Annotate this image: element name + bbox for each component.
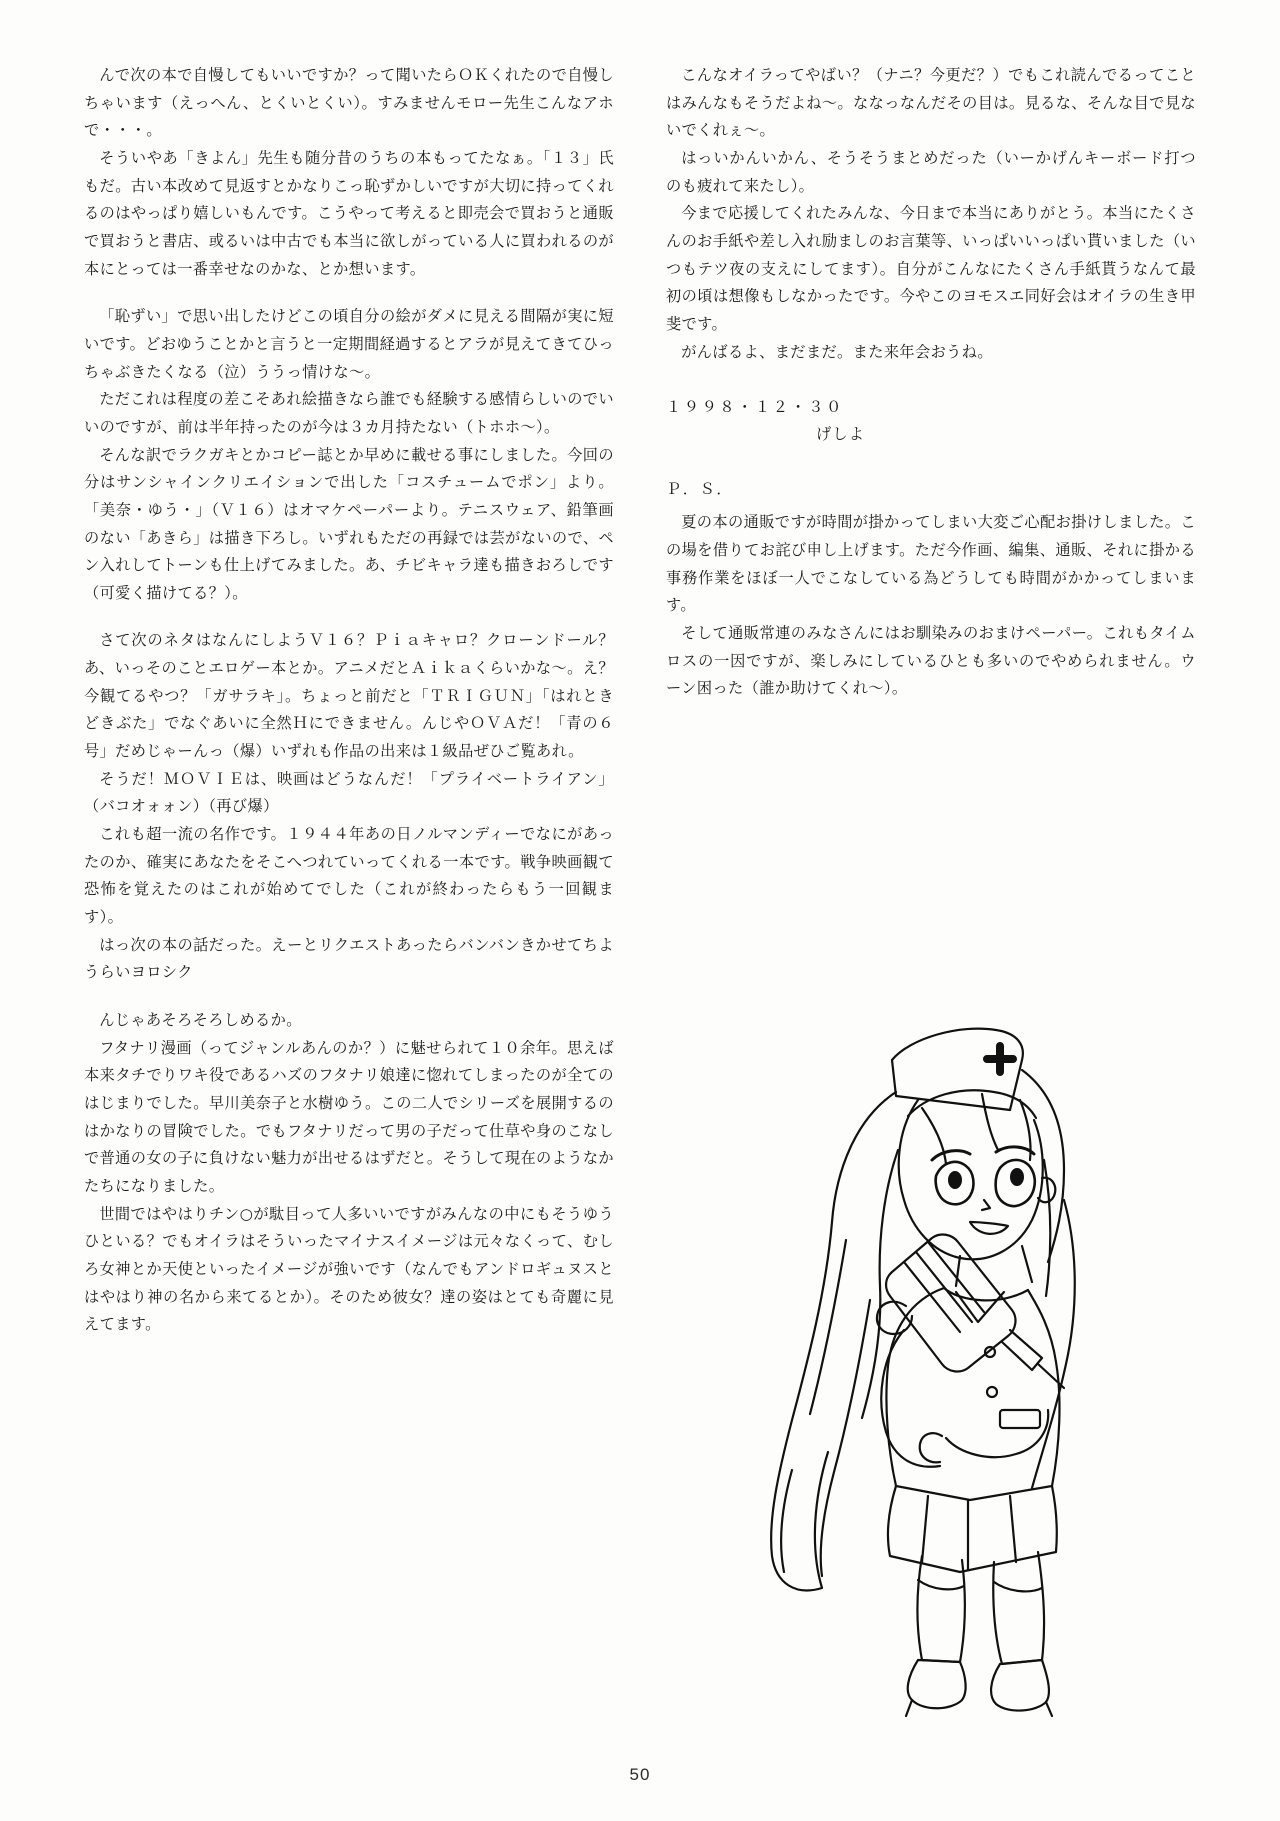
paragraph: さて次のネタはなんにしようＶ１６？Ｐｉａキャロ？クローンドール？あ、いっそのことエロゲー本とか。アニメだとＡｉｋａくらいかな〜。え？今観てるやつ？「ガサラキ」。ちょっと前だと「ＴＲＩＧＵＮ」「はれときどきぶた」でなぐあいに全然Ｈにできません。んじやＯＶＡだ！「青の６号」だめじゃーんっ（爆）いずれも作品の出来は１級品ぜひご覧あれ。 [84, 631, 614, 761]
paragraph: そういやあ「きよん」先生も随分昔のうちの本もってたなぁ。「１３」氏もだ。古い本改めて見返すとかなりこっ恥ずかしいですが大切に持ってくれるのはやっぱり嬉しいもんです。こうやって考えると即売会で買おうと通販で買おうと書店、或るいは中古でも本当に欲しがっている人に買われるのが本にとっては一番幸せなのかな、とか想います。 [84, 148, 614, 278]
nurse-chibi-illustration [660, 1000, 1220, 1740]
signature: げしよ [816, 425, 866, 444]
paragraph: 世間ではやはりチン○が駄目って人多いいですがみんなの中にもそうゆうひといる？でもオイラはそういったマイナスイメージは元々なくって、むしろ女神とか天使といったイメージが強いです（なんでもアンドロギュヌスとはやはり神の名から来てるとか）。そのため彼女？達の姿はとても奇麗に見えてます。 [84, 1204, 614, 1334]
paragraph: んで次の本で自慢してもいいですか？って聞いたらＯＫくれたので自慢しちゃいます（えっへん、とくいとくい）。すみませんモロー先生こんなアホで・・・。 [84, 66, 614, 140]
paragraph: これも超一流の名作です。１９４４年あの日ノルマンディーでなにがあったのか、確実にあなたをそこへつれていってくれる一本です。戦争映画観て恐怖を覚えたのはこれが始めてでした（これが終わったらもう一回観ます）。 [84, 825, 614, 927]
paragraph: はっいかんいかん、そうそうまとめだった（いーかげんキーボード打つのも疲れて来たし）。 [666, 148, 1196, 195]
paragraph: そうだ！ＭＯＶＩＥは、映画はどうなんだ！「プライベートライアン」（バコオォォン）（再び爆） [84, 769, 614, 816]
paragraph: ただこれは程度の差こそあれ絵描きなら誰でも経験する感情らしいのでいいのですが、前は半年持ったのが今は３カ月持たない（トホホ〜）。 [84, 390, 614, 436]
date-line: １９９８・１２・３０ [666, 398, 844, 417]
left-column [84, 62, 614, 1339]
paragraph: そして通販常連のみなさんにはお馴染みのおまけペーパー。これもタイムロスの一因ですが、楽しみにしているひとも多いのでやめられません。ウーン困った（誰か助けてくれ〜）。 [666, 623, 1196, 698]
paragraph: 夏の本の通販ですが時間が掛かってしまい大変ご心配お掛けしました。この場を借りてお詫び申し上げます。ただ今作画、編集、通販、それに掛かる事務作業をほぼ一人でこなしている為どうしても時間がかかってしまいます。 [666, 513, 1196, 615]
paragraph: がんばるよ、まだまだ。また来年会おうね。 [681, 342, 993, 361]
ps-label: Ｐ．Ｓ． [666, 480, 734, 499]
paragraph: フタナリ漫画（ってジャンルあんのか？）に魅せられて１０余年。思えば本来タチでりワキ役であるハズのフタナリ娘達に惚れてしまったのが全てのはじまりでした。早川美奈子と水樹ゆう。この二人でシリーズを展開するのはかなりの冒険でした。でもフタナリだって男の子だって仕草や身のこなしで普通の女の子に負けない魅力が出せるはずだと。そうして現在のようなかたちになりました。 [84, 1038, 614, 1195]
paragraph: んじゃあそろそろしめるか。 [99, 1011, 302, 1029]
page-number: 50 [629, 1765, 651, 1784]
paragraph: こんなオイラってやばい？（ナニ？今更だ？）でもこれ読んでるってことはみんなもそうだよね〜。ななっなんだその目は。見るな、そんな目で見ないでくれぇ〜。 [666, 66, 1196, 140]
paragraph: 「恥ずい」で思い出したけどこの頃自分の絵がダメに見える間隔が実に短いです。どおゆうことかと言うと一定期間経過するとアラが見えてきてひっちゃぶきたくなる（泣）ううっ情けな〜。 [84, 307, 614, 381]
paragraph: そんな訳でラクガキとかコピー誌とか早めに載せる事にしました。今回の分はサンシャインクリエイションで出した「コスチュームでポン」より。「美奈・ゆう・」（Ｖ１６）はオマケペーパーより。テニスウェア、鉛筆画のない「あきら」は描き下ろし。いずれもただの再録では芸がないので、ペン入れしてトーンも仕上げてみました。あ、チビキャラ達も描きおろしです（可愛く描けてる？）。 [84, 445, 614, 602]
paragraph: 今まで応援してくれたみんな、今日まで本当にありがとう。本当にたくさんのお手紙や差し入れ励ましのお言葉等、いっぱいいっぱい貰いました（いつもテツ夜の支えにしてます）。自分がこんなにたくさん手紙貰うなんて最初の頃は想像もしなかったです。今やこのヨモスエ同好会はオイラの生き甲斐です。 [666, 204, 1196, 333]
paragraph: はっ次の本の話だった。えーとリクエストあったらバンバンきかせてちようらいヨロシク [84, 935, 614, 982]
